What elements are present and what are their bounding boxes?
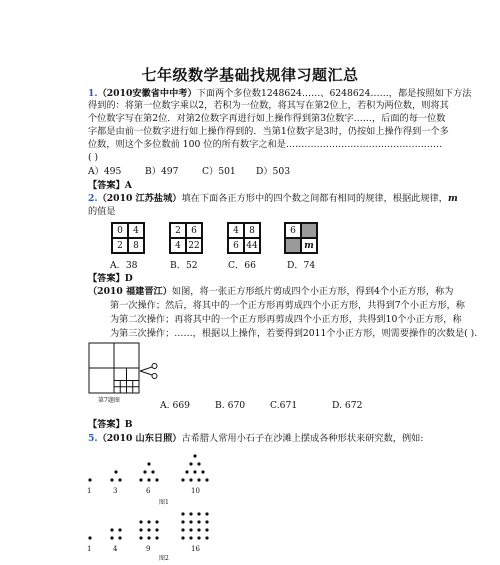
q1-answer: 【答案】A: [88, 180, 132, 191]
square-dots-figure: [88, 512, 208, 539]
triangular-dots-figure: [88, 454, 208, 481]
q3-text-line: 为第二次操作；再将其中的一个正方形再剪成四个小正方形，共得到10个小正方形，称: [110, 314, 462, 325]
q3-option-a: A. 669: [160, 400, 191, 411]
square-cell: 2: [112, 238, 128, 253]
q1-option-d: D）503: [256, 166, 291, 177]
number-square-3: [227, 222, 261, 254]
q2-option-c: C．66: [228, 260, 256, 271]
square-cell: 4: [170, 238, 186, 253]
square-cell: 22: [186, 238, 202, 253]
q2-variable: m: [447, 193, 458, 204]
q1-option-b: B）497: [145, 166, 179, 177]
q1-text-line: 位数，则这个多位数前 100 位的所有数字之和是……………………………………………: [88, 139, 443, 150]
square-cell-m: m: [301, 238, 317, 253]
q1-blank: ( ): [88, 152, 99, 163]
q2-option-d: D．74: [287, 260, 316, 271]
square-cell: 8: [244, 223, 260, 238]
q2-first-line: [88, 193, 458, 205]
q1-source: （2010安徽省中中考）: [97, 88, 197, 99]
fig2-label: 4: [113, 545, 118, 553]
pebble-figures: [80, 448, 260, 565]
fig1-label: 1: [87, 487, 92, 495]
q3-text: 如图，将一张正方形纸片剪成四个小正方形，得到4个小正方形，称为: [171, 286, 454, 297]
scissors-icon: [140, 364, 157, 379]
fig2-label: 16: [191, 545, 200, 553]
q3-option-b: B. 670: [215, 400, 246, 411]
q3-figure-caption: 第7题图: [98, 397, 120, 404]
square-cell: 4: [228, 223, 244, 238]
square-cell-shaded: [285, 238, 301, 253]
number-square-2: [169, 222, 203, 254]
fig2-caption: 图2: [159, 555, 169, 562]
q2-source: （2010 江苏盐城）: [97, 193, 182, 204]
square-cell: 0: [112, 223, 128, 238]
square-cell: 6: [285, 223, 301, 238]
square-cell: 8: [128, 238, 144, 253]
q3-source: （2010 福建晋江）: [88, 286, 172, 297]
q5-source: （2010 山东日照）: [97, 433, 182, 444]
number-square-1: [111, 222, 145, 254]
square-cell-shaded: [301, 223, 317, 238]
fig1-caption: 图1: [159, 499, 169, 506]
q5-number: 5.: [88, 433, 98, 444]
number-square-4: [284, 222, 318, 254]
paper-cutting-figure: [88, 342, 160, 396]
q1-text-line: 下面两个多位数1248624……、6248624……，都是按照如下方法: [196, 88, 472, 99]
page-title: 七年级数学基础找规律习题汇总: [141, 66, 359, 84]
q2-number: 2.: [88, 193, 98, 204]
q1-number: 1.: [88, 88, 98, 99]
fig2-label: 1: [87, 545, 92, 553]
square-cell: 4: [128, 223, 144, 238]
q1-text-line: 得到的：将第一位数字乘以2，若积为一位数，将其写在第2位上，若积为两位数，则将其: [88, 100, 449, 111]
square-cell: 44: [244, 238, 260, 253]
q1-option-c: C）501: [202, 166, 236, 177]
q2-text: 填在下面各正方形中的四个数之间都有相同的规律，根据此规律，: [181, 193, 448, 204]
q2-text-line: 的值是: [88, 206, 116, 217]
q2-option-a: A．38: [110, 260, 138, 271]
q1-first-line: [88, 88, 471, 100]
q3-text-line: 第一次操作；然后，将其中的一个正方形再剪成四个小正方形，共得到7个小正方形，称: [110, 300, 465, 311]
q1-option-a: A）495: [88, 166, 122, 177]
q5-text: 古希腊人常用小石子在沙滩上摆成各种形状来研究数，例如:: [181, 433, 424, 444]
fig1-label: 10: [191, 487, 200, 495]
square-cell: 6: [228, 238, 244, 253]
q3-answer: 【答案】B: [88, 419, 133, 430]
fig1-label: 3: [113, 487, 118, 495]
q1-text-line: 字都是由前一位数字进行如上操作得到的．当第1位数字是3时，仍按如上操作得到一个多: [88, 126, 449, 137]
square-cell: 2: [170, 223, 186, 238]
q2-option-b: B．52: [170, 260, 198, 271]
square-cell: 6: [186, 223, 202, 238]
q3-text-line: 为第三次操作；……，根据以上操作，若要得到2011个小正方形，则需要操作的次数是( ).: [110, 328, 478, 339]
q3-option-c: C.671: [270, 400, 298, 411]
q1-text-line: 个位数字写在第2位．对第2位数字再进行如上操作得到第3位数字……，后面的每一位数: [88, 113, 446, 124]
q5-first-line: [88, 433, 423, 445]
q3-option-d: D. 672: [332, 400, 363, 411]
fig1-label: 6: [146, 487, 151, 495]
q3-first-line: [88, 286, 453, 298]
q2-answer: 【答案】D: [88, 273, 133, 284]
fig2-label: 9: [146, 545, 151, 553]
